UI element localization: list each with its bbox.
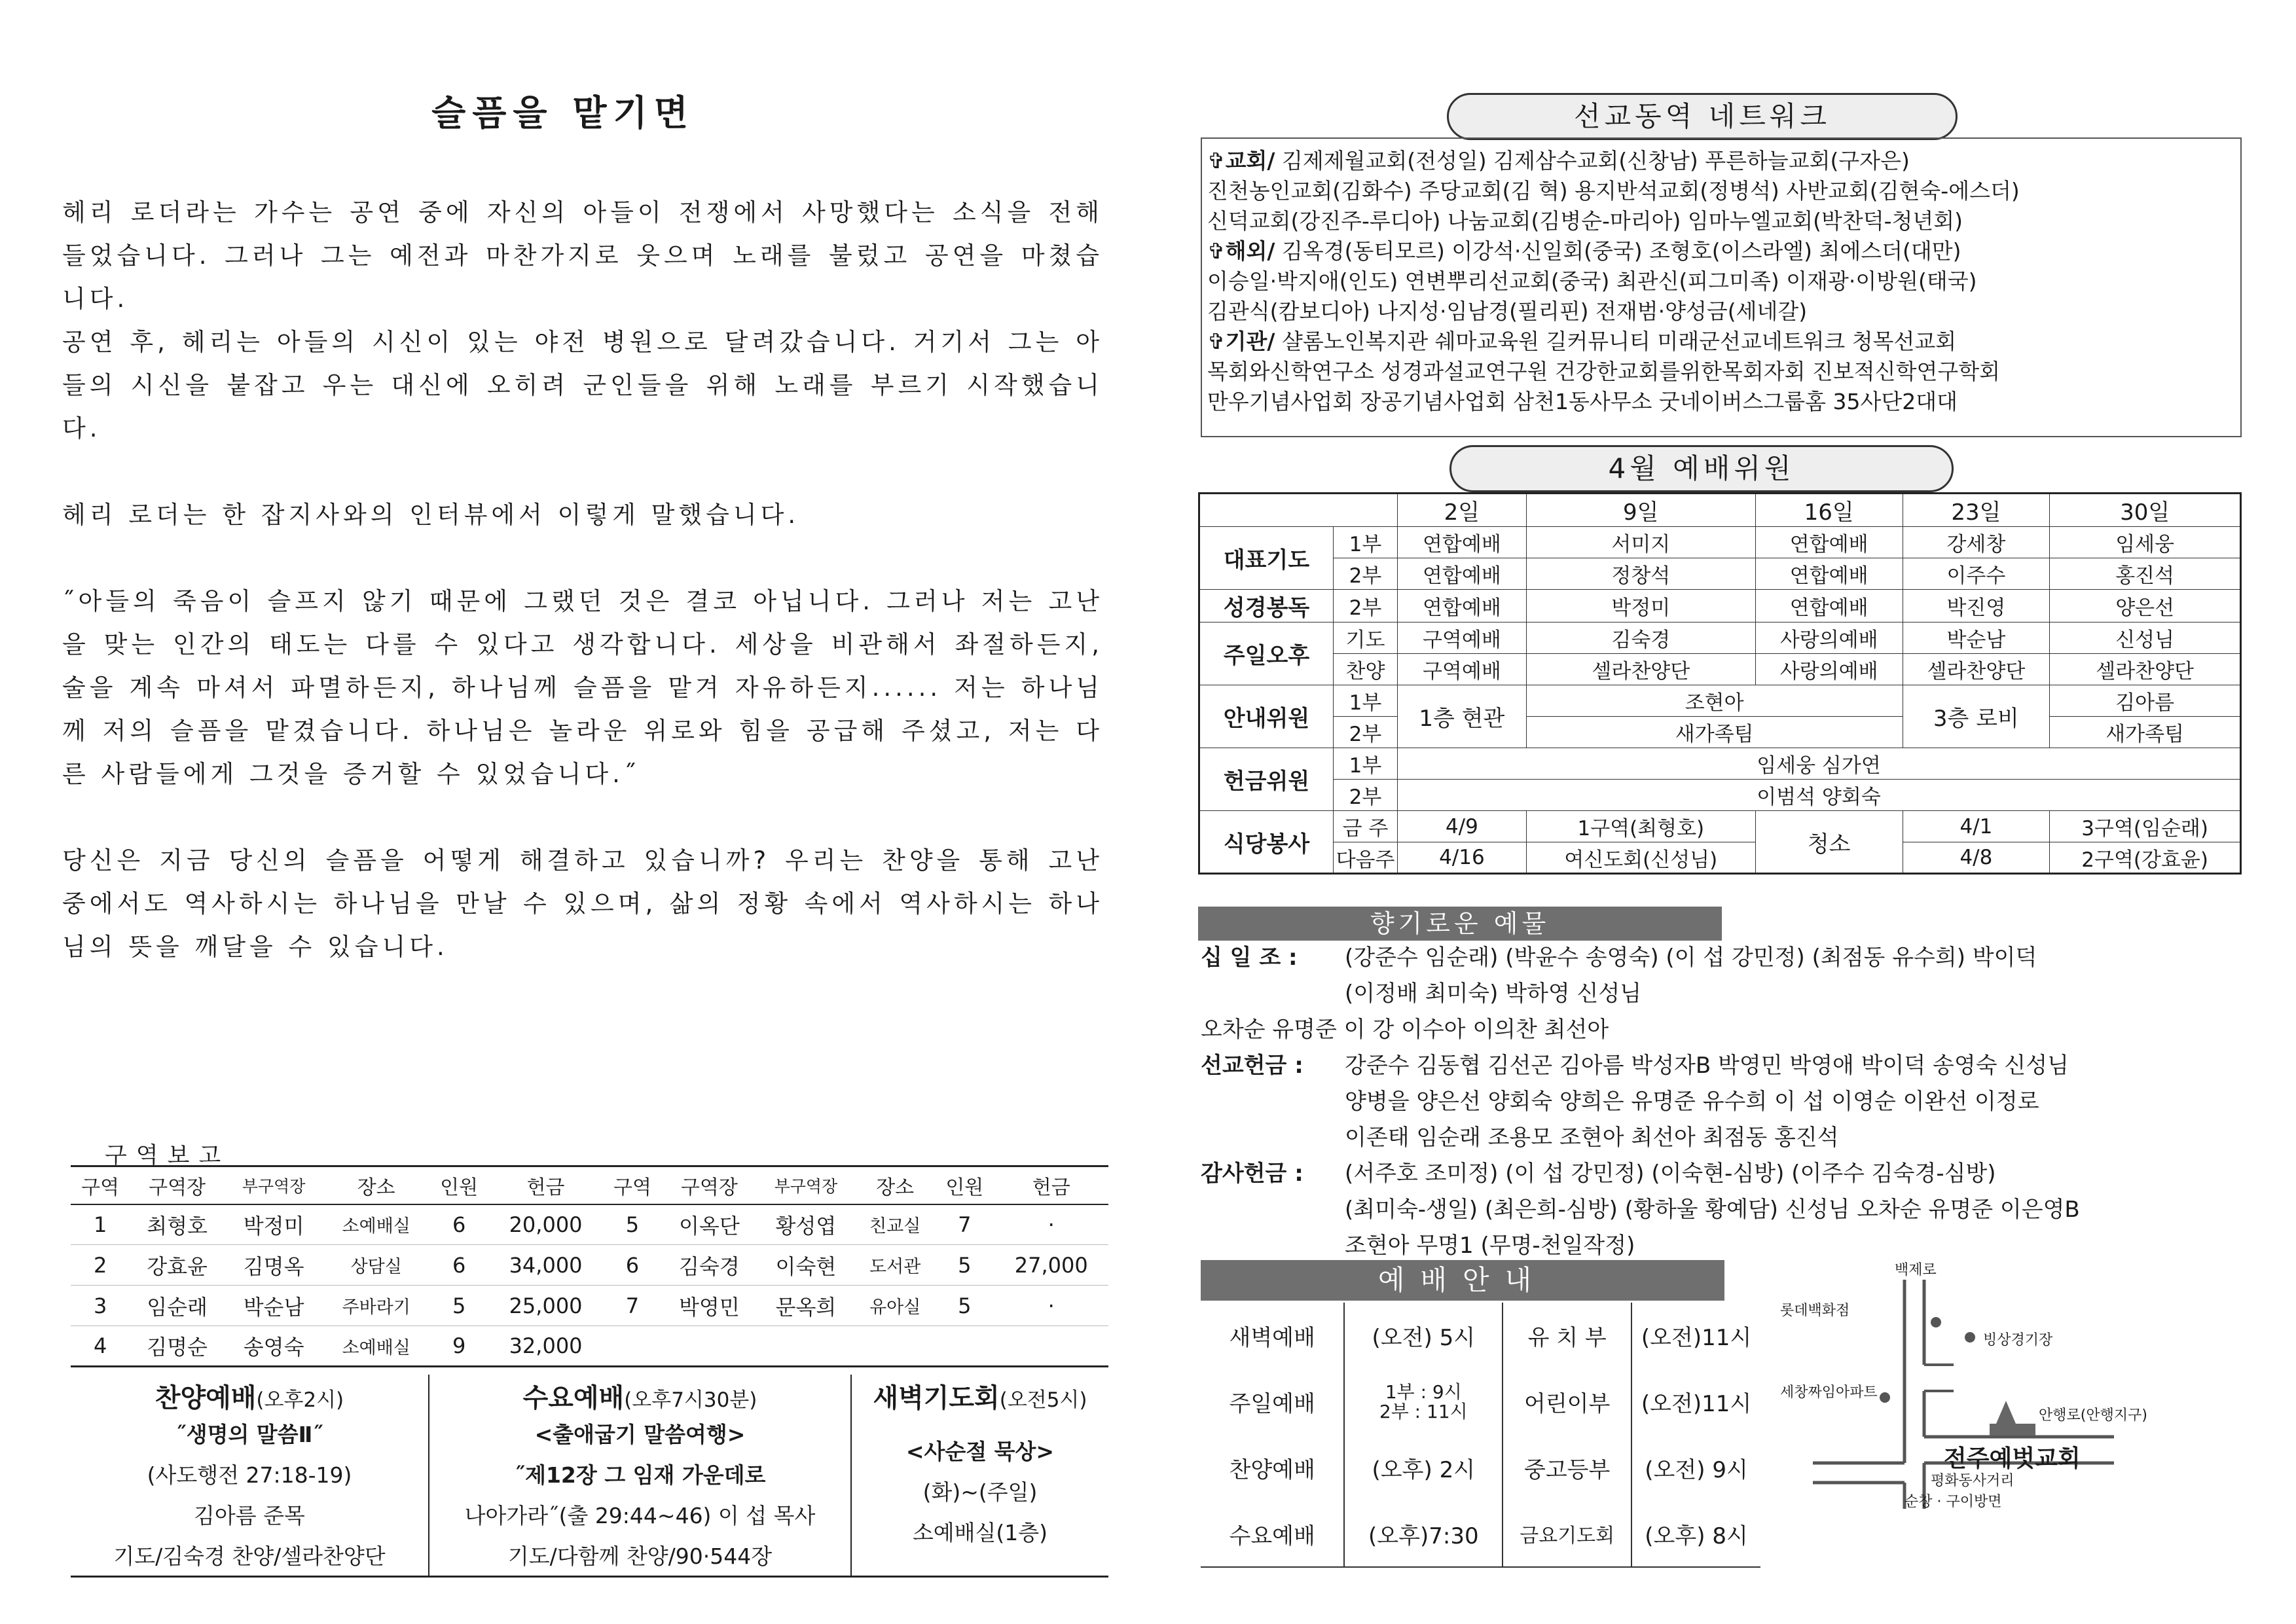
network-line: 신덕교회(강진주-루디아) 나눔교회(김병순-마리아) 임마누엘교회(박찬덕-청년회): [1207, 208, 1963, 234]
service-name: 주일예배: [1229, 1391, 1315, 1417]
table-cell: 6: [603, 1245, 662, 1286]
service-name: 유 치 부: [1527, 1325, 1607, 1351]
church-category: ✞교회/: [1207, 148, 1275, 173]
network-line: 목회와신학연구소 성경과설교연구원 건강한교회를위한목회자회 진보적신학연구학회: [1207, 359, 2000, 384]
dawn-days: (화)~(주일): [922, 1479, 1038, 1505]
network-list: [1207, 146, 2242, 417]
table-cell: 박순남: [225, 1286, 323, 1326]
table-cell: 김명순: [130, 1326, 225, 1367]
sub-label: 1부: [1334, 527, 1398, 558]
table-cell: 3: [71, 1286, 130, 1326]
cell: 양은선: [2050, 590, 2241, 623]
district-column-header: 구역: [603, 1166, 662, 1204]
worship-committee-title: 4월 예배위원: [1449, 445, 1954, 492]
first-service-time: 1부 : 9시: [1385, 1380, 1462, 1403]
wednesday-service-title: 수요예배: [522, 1383, 625, 1413]
table-cell: 도서관: [855, 1245, 935, 1286]
district-column-header: 장소: [323, 1166, 429, 1204]
district-column-header: 장소: [855, 1166, 935, 1204]
sub-label: 2부: [1334, 717, 1398, 748]
table-cell: 7: [603, 1286, 662, 1326]
network-line: 김옥경(동티모르) 이강석·신일회(중국) 조형호(이스라엘) 최에스더(대만): [1275, 238, 1961, 264]
cell: 연합예배: [1398, 527, 1527, 558]
table-cell: 박정미: [225, 1204, 323, 1245]
row-label: 성경봉독: [1199, 590, 1334, 623]
cell: 이범석 양회숙: [1398, 780, 2241, 811]
second-service-time: 2부 : 11시: [1379, 1400, 1468, 1422]
district-report-title: 구역보고: [105, 1143, 230, 1169]
cell: 4/8: [1903, 842, 2050, 874]
sub-label: 찬양: [1334, 654, 1398, 685]
table-cell: 7: [935, 1204, 994, 1245]
cell: 구역예배: [1398, 654, 1527, 685]
cell: 여신도회(신성님): [1526, 842, 1755, 874]
wednesday-prayer-hymn: 기도/다함께 찬양/90·544장: [507, 1543, 773, 1569]
district-column-header: 인원: [935, 1166, 994, 1204]
table-cell: [935, 1326, 994, 1367]
service-time: (오전)11시: [1631, 1369, 1760, 1435]
cell: 서미지: [1526, 527, 1755, 558]
district-column-header: 부구역장: [225, 1166, 323, 1204]
table-cell: [994, 1326, 1108, 1367]
cell: 김숙경: [1526, 623, 1755, 654]
sub-label: 2부: [1334, 558, 1398, 590]
network-line: 이승일·박지애(인도) 연변뿌리선교회(중국) 최관신(피그미족) 이재광·이방원(태국): [1207, 268, 1977, 294]
sub-label: 다음주: [1334, 842, 1398, 874]
church-name: 전주예벗교회: [1944, 1445, 2081, 1472]
district-column-header: 부구역장: [757, 1166, 856, 1204]
service-time: (오후) 2시: [1344, 1435, 1503, 1501]
row-label: 헌금위원: [1199, 748, 1334, 811]
cell: 조현아: [1526, 685, 1903, 717]
table-cell: 27,000: [994, 1245, 1108, 1286]
cell: 연합예배: [1755, 527, 1903, 558]
cell: 4/9: [1398, 811, 1527, 842]
service-name: 수요예배: [1229, 1523, 1315, 1549]
map-label: 평화동사거리: [1931, 1473, 2014, 1489]
table-cell: 6: [429, 1204, 488, 1245]
wednesday-series: <출애굽기 말씀여행>: [534, 1422, 746, 1447]
cell: 신성님: [2050, 623, 2241, 654]
map-label: 세창짜임아파트: [1780, 1384, 1878, 1401]
table-cell: 25,000: [488, 1286, 602, 1326]
table-cell: 임순래: [130, 1286, 225, 1326]
map-label: 롯데백화점: [1780, 1303, 1850, 1319]
district-column-header: 구역: [71, 1166, 130, 1204]
cell: 셀라찬양단: [1903, 654, 2050, 685]
table-cell: 최형호: [130, 1204, 225, 1245]
network-line: 김제제월교회(전성일) 김제삼수교회(신창남) 푸른하늘교회(구자은): [1275, 148, 1910, 173]
praise-scripture: (사도행전 27:18-19): [147, 1462, 352, 1488]
cell: 1층 현관: [1398, 685, 1527, 748]
offering-line: 이존태 임순래 조용모 조현아 최선아 최점동 홍진석: [1345, 1125, 1839, 1151]
service-time: [1344, 1369, 1503, 1435]
cell: 박진영: [1903, 590, 2050, 623]
praise-service-time: (오후2시): [256, 1388, 344, 1412]
table-cell: 유아실: [855, 1286, 935, 1326]
table-row: [71, 1286, 1108, 1326]
wednesday-scripture: 나아가라˝(출 29:44~46) 이 섭 목사: [464, 1503, 816, 1528]
row-label: 식당봉사: [1199, 811, 1334, 874]
offering-line: (강준수 임순래) (박윤수 송영숙) (이 섭 강민정) (최점동 유수희) 박이덕: [1345, 945, 2037, 971]
cell: 새가족팀: [1526, 717, 1903, 748]
praise-service-title: 찬양예배: [155, 1383, 257, 1413]
offering-line: 조현아 무명1 (무명-천일작정): [1345, 1233, 1635, 1259]
location-map: [1774, 1260, 2147, 1522]
corner-cell: [1199, 494, 1398, 527]
table-cell: 5: [603, 1204, 662, 1245]
table-cell: 김명옥: [225, 1245, 323, 1286]
offering-line: 강준수 김동협 김선곤 김아름 박성자B 박영민 박영애 박이덕 송영숙 신성님: [1345, 1053, 2069, 1079]
network-line: 만우기념사업회 장공기념사업회 삼천1동사무소 굿네이버스그룹홈 35사단2대대: [1207, 389, 1958, 414]
table-cell: ·: [994, 1204, 1108, 1245]
cell: 새가족팀: [2050, 717, 2241, 748]
table-cell: 이숙현: [757, 1245, 856, 1286]
cell: 연합예배: [1755, 590, 1903, 623]
table-cell: 20,000: [488, 1204, 602, 1245]
map-label: 순창 · 구이방면: [1904, 1494, 2002, 1510]
essay-quote: ˝아들의 죽음이 슬프지 않기 때문에 그랬던 것은 결코 아닙니다. 그러나 저는 고난을 맞는 인간의 태도는 다를 수 있다고 생각합니다. 세상을 비관해서 좌절하든지, 술을 계속 마셔서 파멸하든지, 하나님께 슬픔을 맡겨 자유하든지...... 저는 하나님께 저의 슬픔을 맡겼습니다. 하나님은 놀라운 위로와 힘을 공급해 주셨고, 저는 다른 사람들에게 그것을 증거할 수 있었습니다.˝: [62, 587, 1103, 788]
dawn-prayer-time: (오전5시): [999, 1388, 1087, 1412]
table-row: [71, 1245, 1108, 1286]
row-label: 주일오후: [1199, 623, 1334, 685]
table-cell: 박영민: [662, 1286, 757, 1326]
table-cell: 32,000: [488, 1326, 602, 1367]
cell: 4/1: [1903, 811, 2050, 842]
table-cell: 5: [935, 1286, 994, 1326]
day-header: 9일: [1526, 494, 1755, 527]
cell: 청소: [1755, 811, 1903, 874]
day-header: 30일: [2050, 494, 2241, 527]
service-time: (오전) 5시: [1344, 1303, 1503, 1369]
overseas-category: ✞해외/: [1207, 238, 1275, 264]
service-name: 어린이부: [1523, 1391, 1611, 1417]
right-page: [1148, 0, 2296, 1624]
day-header: 23일: [1903, 494, 2050, 527]
cell: 강세창: [1903, 527, 2050, 558]
cell: 사랑의예배: [1755, 654, 1903, 685]
row-label: 안내위원: [1199, 685, 1334, 748]
day-header: 16일: [1755, 494, 1903, 527]
row-label: 대표기도: [1199, 527, 1334, 590]
cell: 셀라찬양단: [2050, 654, 2241, 685]
wednesday-sermon-title: ˝제12장 그 임재 가운데로: [514, 1462, 766, 1488]
cell: 셀라찬양단: [1526, 654, 1755, 685]
cell: 김아름: [2050, 685, 2241, 717]
table-cell: 5: [429, 1286, 488, 1326]
table-cell: 이옥단: [662, 1204, 757, 1245]
table-cell: 9: [429, 1326, 488, 1367]
cell: 박정미: [1526, 590, 1755, 623]
table-cell: 1: [71, 1204, 130, 1245]
cell: 3구역(임순래): [2050, 811, 2241, 842]
essay-paragraph: 헤리 로더라는 가수는 공연 중에 자신의 아들이 전쟁에서 사망했다는 소식을 전해 들었습니다. 그러나 그는 예전과 마찬가지로 웃으며 노래를 불렀고 공연을 마쳤습니다.: [62, 198, 1103, 313]
network-title: 선교동역 네트워크: [1447, 93, 1958, 140]
cell: 임세웅 심가연: [1398, 748, 2241, 780]
cell: 3층 로비: [1903, 685, 2050, 748]
cell: 정창석: [1526, 558, 1755, 590]
table-cell: 주바라기: [323, 1286, 429, 1326]
map-label: 안행로(안행지구): [2039, 1407, 2147, 1424]
day-header: 2일: [1398, 494, 1527, 527]
wednesday-service-time: (오후7시30분): [624, 1388, 757, 1412]
praise-sermon-title: ˝생명의 말씀Ⅱ˝: [175, 1422, 323, 1447]
worship-guide-table: [1201, 1303, 1760, 1568]
dawn-theme: <사순절 묵상>: [905, 1439, 1055, 1464]
cell: 2구역(강효윤): [2050, 842, 2241, 874]
thanks-label: 감사헌금 :: [1201, 1161, 1303, 1187]
district-column-header: 인원: [429, 1166, 488, 1204]
dawn-prayer-title: 새벽기도회: [873, 1383, 1000, 1413]
service-name: 금요기도회: [1520, 1525, 1615, 1547]
service-name: 찬양예배: [1229, 1457, 1315, 1483]
service-time: (오전)11시: [1631, 1303, 1760, 1369]
table-cell: 4: [71, 1326, 130, 1367]
cell: 1구역(최형호): [1526, 811, 1755, 842]
table-cell: 김숙경: [662, 1245, 757, 1286]
offering-line: (최미숙-생일) (최은희-심방) (황하울 황예담) 신성님 오차순 유명준 이은영B: [1345, 1197, 2080, 1223]
cell: 4/16: [1398, 842, 1527, 874]
cell: 임세웅: [2050, 527, 2241, 558]
sub-label: 2부: [1334, 590, 1398, 623]
dawn-prayer: [852, 1375, 1108, 1576]
worship-guide-title: 예배안내: [1201, 1260, 1724, 1301]
table-cell: 소예배실: [323, 1326, 429, 1367]
sub-label: 1부: [1334, 748, 1398, 780]
network-line: 진천농인교회(김화수) 주당교회(김 혁) 용지반석교회(정병석) 사반교회(김현숙-에스더): [1207, 178, 2020, 204]
table-cell: ·: [994, 1286, 1108, 1326]
wednesday-service: [429, 1375, 852, 1576]
offering-line: (이정배 최미숙) 박하영 신성님: [1345, 981, 1642, 1007]
tithe-label: 십 일 조 :: [1201, 945, 1298, 971]
sub-label: 1부: [1334, 685, 1398, 717]
table-cell: 문옥희: [757, 1286, 856, 1326]
table-cell: 송영숙: [225, 1326, 323, 1367]
cell: 연합예배: [1398, 558, 1527, 590]
table-cell: 상담실: [323, 1245, 429, 1286]
essay-paragraph: 당신은 지금 당신의 슬픔을 어떻게 해결하고 있습니까? 우리는 찬양을 통해 고난 중에서도 역사하시는 하나님을 만날 수 있으며, 삶의 정황 속에서 역사하시는 하나님의 뜻을 깨달을 수 있습니다.: [62, 846, 1103, 961]
service-time: (오후) 8시: [1631, 1501, 1760, 1567]
cell: 연합예배: [1398, 590, 1527, 623]
sub-label: 기도: [1334, 623, 1398, 654]
table-row: [71, 1204, 1108, 1245]
cell: 구역예배: [1398, 623, 1527, 654]
service-time: (오전) 9시: [1631, 1435, 1760, 1501]
map-label: 백제로: [1895, 1262, 1937, 1278]
network-line: 김관식(캄보디아) 나지성·임남경(필리핀) 전재범·양성금(세네갈): [1207, 298, 1808, 324]
cell: 박순남: [1903, 623, 2050, 654]
table-row: [71, 1326, 1108, 1367]
dawn-place: 소예배실(1층): [912, 1520, 1048, 1545]
table-cell: 친교실: [855, 1204, 935, 1245]
table-cell: [757, 1326, 856, 1367]
offering-line: (서주호 조미정) (이 섭 강민정) (이숙현-심방) (이주수 김숙경-심방): [1345, 1161, 1996, 1187]
table-cell: 2: [71, 1245, 130, 1286]
map-label: 빙상경기장: [1983, 1332, 2053, 1348]
offering-line: 양병을 양은선 양회숙 양희은 유명준 유수희 이 섭 이영순 이완선 이정로: [1345, 1089, 2039, 1115]
essay-paragraph: 헤리 로더는 한 잡지사와의 인터뷰에서 이렇게 말했습니다.: [62, 501, 800, 529]
table-cell: [603, 1326, 662, 1367]
cell: 연합예배: [1755, 558, 1903, 590]
mission-label: 선교헌금 :: [1201, 1053, 1303, 1079]
district-column-header: 헌금: [994, 1166, 1108, 1204]
praise-preacher: 김아름 준목: [194, 1503, 305, 1528]
offering-line: 오차순 유명준 이 강 이수아 이의찬 최선아: [1201, 1017, 1609, 1043]
table-cell: 소예배실: [323, 1204, 429, 1245]
offerings-list: [1201, 940, 2248, 1264]
district-column-header: 헌금: [488, 1166, 602, 1204]
district-column-header: 구역장: [130, 1166, 225, 1204]
praise-prayer-choir: 기도/김숙경 찬양/셀라찬양단: [113, 1543, 386, 1569]
cell: 사랑의예배: [1755, 623, 1903, 654]
table-cell: [662, 1326, 757, 1367]
table-cell: 황성엽: [757, 1204, 856, 1245]
praise-service: [71, 1375, 429, 1576]
table-cell: 5: [935, 1245, 994, 1286]
institution-category: ✞기관/: [1207, 329, 1275, 354]
services-box: [71, 1375, 1108, 1578]
network-line: 샬롬노인복지관 쉐마교육원 길커뮤니티 미래군선교네트워크 청목선교회: [1275, 329, 1957, 354]
table-cell: 강효윤: [130, 1245, 225, 1286]
cell: 홍진석: [2050, 558, 2241, 590]
sub-label: 금 주: [1334, 811, 1398, 842]
district-report-table: [71, 1165, 1108, 1367]
offerings-title: 향기로운 예물: [1198, 907, 1722, 941]
table-cell: 6: [429, 1245, 488, 1286]
table-cell: [855, 1326, 935, 1367]
essay-title: 슬픔을 맡기면: [431, 92, 695, 134]
service-name: 새벽예배: [1229, 1325, 1315, 1351]
district-column-header: 구역장: [662, 1166, 757, 1204]
service-name: 중고등부: [1523, 1457, 1611, 1483]
essay-paragraph: 공연 후, 헤리는 아들의 시신이 있는 야전 병원으로 달려갔습니다. 거기서 그는 아들의 시신을 붙잡고 우는 대신에 오히려 군인들을 위해 노래를 부르기 시작했습니다.: [62, 328, 1103, 442]
essay-body: [62, 191, 1103, 969]
table-cell: 34,000: [488, 1245, 602, 1286]
sub-label: 2부: [1334, 780, 1398, 811]
cell: 이주수: [1903, 558, 2050, 590]
worship-committee-table: [1198, 492, 2242, 875]
service-time: (오후)7:30: [1344, 1501, 1503, 1567]
